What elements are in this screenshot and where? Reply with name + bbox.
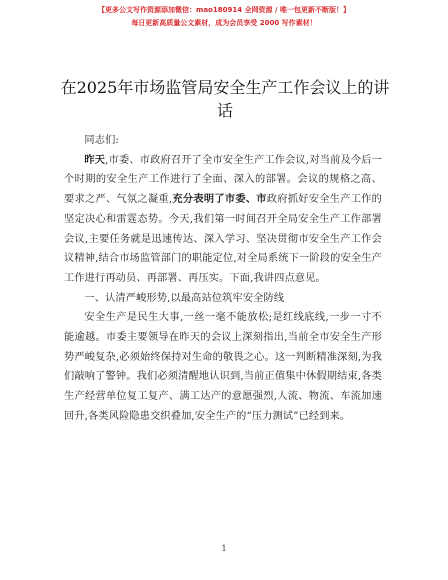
salutation: 同志们: <box>84 135 119 146</box>
paragraph-2: 安全生产是民生大事,一丝一毫不能放松;是红线底线,一步一寸不能逾越。市委主要领导在昨天的会议上深刻指出,当前全市安全生产形势严峻复杂,必须始终保持对生命的敬畏之心。这一判断精准深刻,为我们敲响了警钟。我们必须清醒地认识到,当前正值集中休假期结束,各类生产经营单位复工复产、满工达产的意愿强烈,人流、物流、车流加速回升,各类风险隐患交织叠加,安全生产的“压力测试”已经到来。 <box>64 312 382 422</box>
paragraph-1-text-b: 政府抓好安全生产工作的坚定决心和雷霆态势。今天,我们第一时间召开全局安全生产工作部署会议,主要任务就是迅速传达、深入学习、坚决贯彻市安全生产工作会议精神,结合市场监管部门的职能定位,对全局系统下一阶段的安全生产工作进行再动员、再部署、再压实。下面,我讲四点意见。 <box>64 194 382 284</box>
paragraph-1-lead: 昨天 <box>84 153 106 166</box>
paragraph-1 <box>64 151 382 289</box>
promo-banner <box>0 4 448 29</box>
page-number: 1 <box>221 544 227 553</box>
paragraph-1-text-a: ,市委、市政府召开了全市安全生产工作会议,对当前及今后一个时期的安全生产工作进行了全面、深入的部署。会议的规格之高、要求之严、气氛之凝重, <box>64 154 382 206</box>
promo-banner-line-2: 每日更新高质量公文素材，成为会员享受 2000 写作素材！ <box>131 19 317 27</box>
section-heading-1: 一、认清严峻形势,以最高站位筑牢安全防线 <box>84 292 285 304</box>
paragraph-1-emphasis: 充分表明了市委、市 <box>172 193 267 206</box>
document-body <box>64 131 382 427</box>
promo-banner-line-1: 【更多公文写作资源添加微信：mao180914 全网资源 / 唯一包更新不断版！】 <box>98 6 350 14</box>
document-title: 在2025年市场监管局安全生产工作会议上的讲话 <box>60 78 390 120</box>
